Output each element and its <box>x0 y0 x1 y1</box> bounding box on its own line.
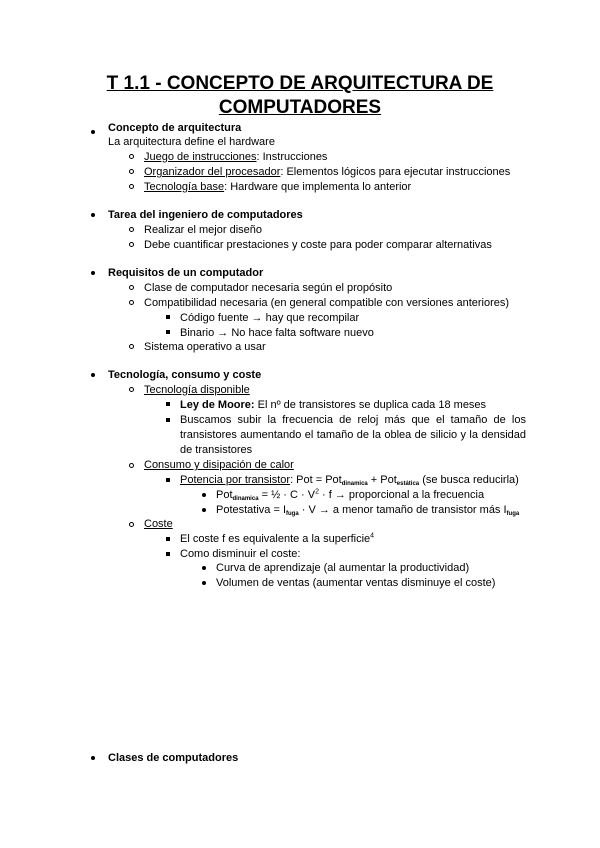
bullet-circle-icon <box>129 242 134 247</box>
page-title-line2: COMPUTADORES <box>218 97 382 118</box>
list-item: Curva de aprendizaje (al aumentar la productividad) <box>216 562 470 574</box>
bullet-circle-icon <box>129 285 134 290</box>
bullet-square-icon <box>166 478 170 482</box>
list-item: Como disminuir el coste: <box>180 548 301 560</box>
bullet-square-icon <box>166 330 170 334</box>
section-heading-concepto: Concepto de arquitectura <box>108 122 242 134</box>
list-item: Debe cuantificar prestaciones y coste para poder comparar alternativas <box>144 239 492 251</box>
bullet-disc-icon <box>202 581 206 585</box>
bullet-square-icon <box>166 537 170 541</box>
section-heading-tarea: Tarea del ingeniero de computadores <box>108 209 303 221</box>
list-item: Compatibilidad necesaria (en general compatible con versiones anteriores) <box>144 297 510 309</box>
list-item: Sistema operativo a usar <box>144 341 266 353</box>
list-item: Organizador del procesador: Elementos lógicos para ejecutar instrucciones <box>144 166 511 178</box>
page-title: T 1.1 - CONCEPTO DE ARQUITECTURA DE <box>106 73 494 94</box>
bullet-circle-icon <box>129 154 134 159</box>
section-heading-clases: Clases de computadores <box>108 752 239 764</box>
bullet-circle-icon <box>129 463 134 468</box>
list-item: Binario → No hace falta software nuevo <box>180 327 374 339</box>
list-item: Clase de computador necesaria según el propósito <box>144 282 393 294</box>
bullet-disc-icon <box>202 566 206 570</box>
bullet-circle-icon <box>129 169 134 174</box>
bullet-circle-icon <box>129 522 134 527</box>
paragraph-frecuencia: Buscamos subir la frecuencia de reloj más que el tamaño de los transistores aumentando el tamaño de la oblea de silicio y la densidad de transistores <box>180 414 526 456</box>
section-heading-tecnologia: Tecnología, consumo y coste <box>108 369 262 381</box>
list-item: Volumen de ventas (aumentar ventas disminuye el coste) <box>216 577 496 589</box>
list-item: El coste f es equivalente a la superficie$^4$ <box>180 532 375 545</box>
bullet-square-icon <box>166 402 170 406</box>
section-heading-requisitos: Requisitos de un computador <box>108 267 264 279</box>
list-item-potencia: Potencia por transistor: Pot = Pot$_{dinamica}$ + Pot$_{estática}$ (se busca reducirla) <box>180 474 519 487</box>
bullet-circle-icon <box>129 344 134 349</box>
list-item: Juego de instrucciones: Instrucciones <box>144 151 328 163</box>
list-item: Código fuente → hay que recompilar <box>180 312 360 324</box>
bullet-disc-icon <box>91 213 95 217</box>
bullet-circle-icon <box>129 184 134 189</box>
subsection-consumo: Consumo y disipación de calor <box>144 459 294 471</box>
subsection-tecnologia: Tecnología disponible <box>144 384 250 396</box>
bullet-disc-icon <box>91 271 95 275</box>
bullet-disc-icon <box>91 373 95 377</box>
bullet-disc-icon <box>91 756 95 760</box>
bullet-square-icon <box>166 552 170 556</box>
list-item-pot-estatica: Potestativa = $I_{fuga} \cdot V \to a$ menor tamaño de transistor más $I_{fuga}$ <box>216 504 520 517</box>
bullet-disc-icon <box>202 508 206 512</box>
bullet-circle-icon <box>129 387 134 392</box>
subsection-coste: Coste <box>144 518 173 530</box>
list-item-pot-dinamica: Pot$_{dinamica}$ = ½ · $C \cdot V^2 \cdot f$ → proporcional a la frecuencia <box>216 488 485 502</box>
bullet-disc-icon <box>202 493 206 497</box>
list-item-moore: Ley de Moore: El nº de transistores se duplica cada 18 meses <box>180 399 487 411</box>
list-item: Realizar el mejor diseño <box>144 224 262 236</box>
bullet-disc-icon <box>91 130 95 134</box>
bullet-square-icon <box>166 418 170 422</box>
list-item: Tecnología base: Hardware que implementa lo anterior <box>144 181 412 193</box>
bullet-circle-icon <box>129 300 134 305</box>
bullet-circle-icon <box>129 227 134 232</box>
section-intro: La arquitectura define el hardware <box>108 136 275 148</box>
bullet-square-icon <box>166 315 170 319</box>
